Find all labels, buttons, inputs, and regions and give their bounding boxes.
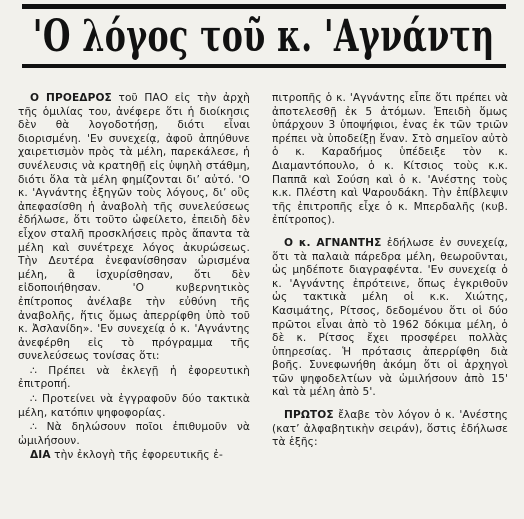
paragraph-text: ἐδήλωσε ἐν συνεχείᾳ, ὅτι τὰ παλαιὰ πάρεδρα μέλη, θεωροῦνται, ὡς μηδέποτε διαγραφέντα. 'Εν συνεχείᾳ ὁ κ. 'Αγνάντης ἐπρότεινε, ὅπως ἐγκριθοῦν ὡς τακτικὰ μέλη οἱ κ.κ. Χιώτης, Κασιμάτης, Ρίτσος, δεδομένου ὅτι οἱ δύο πρῶτοι εἶναι ἀπὸ τὸ 1962 δόκιμα μέλη, ὁ δὲ κ. Ρίτσος ἔχει προσφέρει πολλὰς ὑπηρεσίας. Ἡ πρότασις ἀπερρίφθη διὰ βοῆς. Συνεφωνήθη ἀκόμη ὅτι οἱ ἀρχηγοὶ τῶν ψηφοδελτίων νὰ ὡμιλήσουν ἀπὸ 15' καὶ τὰ μέλη ἀπὸ 5'. (272, 236, 508, 399)
bullet-item (18, 421, 250, 448)
paragraph (272, 92, 508, 228)
paragraph-text: ἔλαβε τὸν λόγον ὁ κ. 'Ανέστης (κατʼ ἀλφαβητικὴν σειράν), ὅστις ἐδήλωσε τὰ ἑξῆς: (272, 409, 508, 449)
paragraph (18, 449, 250, 463)
paragraph-lead: Ο κ. ΑΓΝΑΝΤΗΣ (284, 236, 382, 249)
paragraph-lead: Ο ΠΡΟΕΔΡΟΣ (30, 92, 112, 104)
paragraph-lead: ΠΡΩΤΟΣ (284, 409, 334, 422)
paragraph (272, 409, 508, 450)
article-title: 'Ο λόγος τοῦ κ. 'Αγνάντη (33, 11, 495, 62)
paragraph-text: τὴν ἐκλογὴ τῆς ἐφορευτικῆς ἐ- (50, 449, 223, 462)
paragraph-lead: ΔΙΑ (30, 449, 51, 462)
left-column (18, 92, 250, 463)
paragraph-text: τοῦ ΠΑΟ εἰς τὴν ἀρχὴ τῆς ὁμιλίας του, ἀνέφερε ὅτι ἡ διοίκησις δὲν θὰ λογοδοτήσῃ, διότι εἶναι διορισμένη. 'Εν συνεχείᾳ, ἀφοῦ ἀπηύθυνε χαιρετισμὸν πρὸς τὰ μέλη, παρεκάλεσε, ἡ συνέλευσις νὰ κρατηθῇ εἰς ὑψηλὴ στάθμη, διότι ὅλα τὰ μέλη φημίζονται διʼ αὐτό. 'Ο κ. 'Αγνάντης ἐξηγῶν τοὺς λόγους, διʼ οὓς ἀπεφασίσθη ἡ ἀναβολὴ τῆς συνελεύσεως ἐδήλωσε, ὅτι τοῦτο ὠφείλετο, ἐπειδὴ δὲν εἶχον σταλῆ προσκλήσεις πρὸς ἅπαντα τὰ μέλη καὶ συνέτρεχε λόγος ἀκυρώσεως. Τὴν Δευτέρα ἐνεφανίσθησαν ὡρισμένα μέλη, ἃ ἰσχυρίσθησαν, ὅτι δὲν εἰδοποιήθησαν. 'Ο κυβερνητικὸς ἐπίτροπος ἀνέλαβε τὴν εὐθύνη τῆς ἀναβολῆς, ἥτις ὅμως ἀπερρίφθη ὑπὸ τοῦ κ. Ἀσλανίδη». 'Εν συνεχείᾳ ὁ κ. 'Αγνάντης ἀνεφέρθη εἰς τὸ πρόγραμμα τῆς συνελεύσεως τονίσας ὅτι: (18, 92, 250, 363)
paragraph-text: ∴ Νὰ δηλώσουν ποῖοι ἐπιθυμοῦν νὰ ὡμιλήσουν. (18, 421, 250, 447)
bullet-item (18, 393, 250, 420)
paragraph-text: πιτροπῆς ὁ κ. 'Αγνάντης εἶπε ὅτι πρέπει νὰ ἀποτελεσθῇ ἐκ 5 ἀτόμων. Ἐπειδὴ ὅμως ὑπάρχουν 3 ὑποψήφιοι, ἐνας ἐκ τῶν τριῶν πρέπει νὰ ὑποδείξῃ ἕναν. Στὸ σημεῖον αὐτὸ ὁ κ. Καραδήμος ὑπέδειξε τὸν κ. Διαμαντόπουλο, ὁ κ. Κίτσιος τοὺς κ.κ. Παππᾶ καὶ Σούση καὶ ὁ κ. 'Ανέστης τοὺς κ.κ. Πλέστη καὶ Ψαρουδάκη. Τὴν ἐπίβλεψιν τῆς ἐπιτροπῆς εἶχε ὁ κ. Μπερδαλῆς (κυβ. ἐπίτροπος). (272, 92, 508, 227)
bullet-item (18, 365, 250, 392)
right-column (272, 92, 508, 450)
headline-box (22, 4, 506, 68)
paragraph-text: ∴ Προτείνει νὰ ἐγγραφοῦν δύο τακτικὰ μέλη, κατόπιν ψηφοφορίας. (18, 393, 250, 419)
paragraph (272, 237, 508, 400)
paragraph (18, 92, 250, 364)
paragraph-text: ∴ Πρέπει νὰ ἐκλεγῇ ἡ ἐφορευτικὴ ἐπιτροπή. (18, 364, 250, 391)
